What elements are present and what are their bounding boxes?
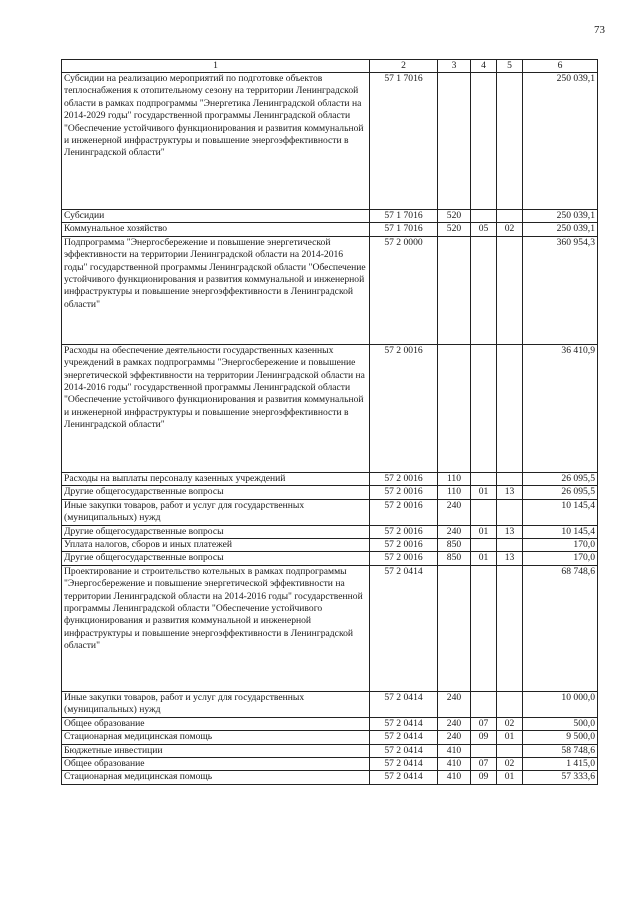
- row-amount: 26 095,5: [523, 472, 598, 485]
- row-rz: [471, 344, 497, 472]
- row-name: Другие общегосударственные вопросы: [62, 525, 370, 538]
- row-amount: 1 415,0: [523, 758, 598, 771]
- row-code: 57 2 0016: [370, 344, 438, 472]
- row-code: 57 1 7016: [370, 210, 438, 223]
- row-rz: [471, 236, 497, 344]
- header-cell-vr: 3: [438, 60, 471, 73]
- table-row: [62, 486, 598, 499]
- table-row: [62, 744, 598, 757]
- row-code: 57 2 0414: [370, 758, 438, 771]
- table-row: [62, 565, 598, 691]
- row-name: Стационарная медицинская помощь: [62, 771, 370, 784]
- row-rz: [471, 744, 497, 757]
- row-name: Расходы на обеспечение деятельности государственных казенных учреждений в рамках подпрограммы "Энергосбережение и повышение энергетической эффективности на территории Ленинградской области на 2014-2016 годы" государственной программы Ленинградской области "Обеспечение устойчивого функционирования и развития коммунальной и инженерной инфраструктуры и повышение энергоэффективности в Ленинградской области": [62, 344, 370, 472]
- table-row: [62, 525, 598, 538]
- row-name: Иные закупки товаров, работ и услуг для государственных (муниципальных) нужд: [62, 691, 370, 717]
- row-rz: [471, 472, 497, 485]
- row-name: Общее образование: [62, 717, 370, 730]
- row-vr: 240: [438, 731, 471, 744]
- table-row: [62, 731, 598, 744]
- row-amount: 500,0: [523, 717, 598, 730]
- row-rz: [471, 499, 497, 525]
- row-rz: [471, 73, 497, 210]
- table-row: [62, 552, 598, 565]
- row-rz: 05: [471, 223, 497, 236]
- row-rz: [471, 565, 497, 691]
- row-pr: 13: [497, 525, 523, 538]
- row-rz: [471, 691, 497, 717]
- row-name: Расходы на выплаты персоналу казенных учреждений: [62, 472, 370, 485]
- row-vr: 110: [438, 472, 471, 485]
- row-code: 57 1 7016: [370, 223, 438, 236]
- table-row: [62, 717, 598, 730]
- row-code: 57 2 0414: [370, 731, 438, 744]
- row-vr: 240: [438, 691, 471, 717]
- table-header-row: [62, 60, 598, 73]
- row-pr: [497, 499, 523, 525]
- row-code: 57 2 0414: [370, 771, 438, 784]
- table-row: [62, 691, 598, 717]
- row-rz: 01: [471, 552, 497, 565]
- row-vr: [438, 236, 471, 344]
- table-row: [62, 472, 598, 485]
- row-name: Другие общегосударственные вопросы: [62, 552, 370, 565]
- row-pr: 13: [497, 552, 523, 565]
- row-rz: [471, 539, 497, 552]
- row-amount: 9 500,0: [523, 731, 598, 744]
- row-pr: 01: [497, 731, 523, 744]
- page-number: 73: [594, 24, 605, 36]
- row-pr: [497, 236, 523, 344]
- row-amount: 10 145,4: [523, 499, 598, 525]
- header-cell-pr: 5: [497, 60, 523, 73]
- row-name: Общее образование: [62, 758, 370, 771]
- row-vr: 240: [438, 499, 471, 525]
- row-vr: 410: [438, 758, 471, 771]
- table-row: [62, 73, 598, 210]
- row-name: Коммунальное хозяйство: [62, 223, 370, 236]
- row-vr: 850: [438, 552, 471, 565]
- row-code: 57 2 0414: [370, 717, 438, 730]
- row-code: 57 2 0414: [370, 691, 438, 717]
- row-pr: [497, 344, 523, 472]
- row-code: 57 2 0016: [370, 499, 438, 525]
- row-name: Уплата налогов, сборов и иных платежей: [62, 539, 370, 552]
- row-pr: 02: [497, 223, 523, 236]
- table-row: [62, 210, 598, 223]
- row-rz: 07: [471, 717, 497, 730]
- row-amount: 57 333,6: [523, 771, 598, 784]
- row-amount: 10 000,0: [523, 691, 598, 717]
- budget-table: [61, 59, 598, 785]
- row-pr: [497, 691, 523, 717]
- row-vr: 410: [438, 744, 471, 757]
- row-rz: 09: [471, 771, 497, 784]
- row-vr: 520: [438, 210, 471, 223]
- row-rz: [471, 210, 497, 223]
- row-code: 57 2 0016: [370, 472, 438, 485]
- row-vr: 240: [438, 525, 471, 538]
- row-name: Бюджетные инвестиции: [62, 744, 370, 757]
- row-code: 57 2 0414: [370, 565, 438, 691]
- row-name: Проектирование и строительство котельных в рамках подпрограммы "Энергосбережение и повышение энергетической эффективности на территории Ленинградской области на 2014-2016 годы" государственной программы Ленинградской области "Обеспечение устойчивого функционирования и развития коммунальной и инженерной инфраструктуры и повышение энергоэффективности в Ленинградской области": [62, 565, 370, 691]
- row-name: Стационарная медицинская помощь: [62, 731, 370, 744]
- row-vr: [438, 73, 471, 210]
- row-amount: 170,0: [523, 552, 598, 565]
- row-name: Субсидии: [62, 210, 370, 223]
- table-row: [62, 539, 598, 552]
- row-code: 57 2 0000: [370, 236, 438, 344]
- row-amount: 26 095,5: [523, 486, 598, 499]
- row-amount: 250 039,1: [523, 223, 598, 236]
- row-pr: [497, 73, 523, 210]
- row-code: 57 2 0016: [370, 539, 438, 552]
- row-pr: [497, 744, 523, 757]
- row-code: 57 2 0016: [370, 552, 438, 565]
- row-vr: 240: [438, 717, 471, 730]
- row-code: 57 2 0016: [370, 486, 438, 499]
- table-row: [62, 771, 598, 784]
- header-cell-amount: 6: [523, 60, 598, 73]
- row-name: Субсидии на реализацию мероприятий по подготовке объектов теплоснабжения к отопительному сезону на территории Ленинградской области в рамках подпрограммы "Энергетика Ленинградской области на 2014-2029 годы" государственной программы Ленинградской области "Обеспечение устойчивого функционирования и развития коммунальной и инженерной инфраструктуры и повышение энергоэффективности в Ленинградской области": [62, 73, 370, 210]
- row-code: 57 2 0414: [370, 744, 438, 757]
- row-amount: 36 410,9: [523, 344, 598, 472]
- row-name: Подпрограмма "Энергосбережение и повышение энергетической эффективности на территории Ленинградской области на 2014-2016 годы" государственной программы Ленинградской области "Обеспечение устойчивого функционирования и развития коммунальной и инженерной инфраструктуры и повышение энергоэффективности в Ленинградской области": [62, 236, 370, 344]
- row-rz: 09: [471, 731, 497, 744]
- row-amount: 250 039,1: [523, 210, 598, 223]
- row-amount: 58 748,6: [523, 744, 598, 757]
- row-amount: 68 748,6: [523, 565, 598, 691]
- row-pr: 02: [497, 717, 523, 730]
- row-vr: 110: [438, 486, 471, 499]
- row-vr: [438, 344, 471, 472]
- row-pr: [497, 565, 523, 691]
- row-vr: [438, 565, 471, 691]
- row-code: 57 1 7016: [370, 73, 438, 210]
- table-row: [62, 344, 598, 472]
- row-rz: 07: [471, 758, 497, 771]
- row-amount: 250 039,1: [523, 73, 598, 210]
- header-cell-code: 2: [370, 60, 438, 73]
- row-amount: 360 954,3: [523, 236, 598, 344]
- row-vr: 410: [438, 771, 471, 784]
- row-pr: [497, 210, 523, 223]
- row-name: Иные закупки товаров, работ и услуг для государственных (муниципальных) нужд: [62, 499, 370, 525]
- row-pr: 01: [497, 771, 523, 784]
- row-amount: 10 145,4: [523, 525, 598, 538]
- table-row: [62, 236, 598, 344]
- row-code: 57 2 0016: [370, 525, 438, 538]
- row-rz: 01: [471, 525, 497, 538]
- row-pr: [497, 472, 523, 485]
- header-cell-name: 1: [62, 60, 370, 73]
- row-vr: 850: [438, 539, 471, 552]
- row-amount: 170,0: [523, 539, 598, 552]
- table-row: [62, 758, 598, 771]
- row-vr: 520: [438, 223, 471, 236]
- row-pr: 13: [497, 486, 523, 499]
- table-row: [62, 223, 598, 236]
- row-rz: 01: [471, 486, 497, 499]
- row-name: Другие общегосударственные вопросы: [62, 486, 370, 499]
- header-cell-rz: 4: [471, 60, 497, 73]
- row-pr: [497, 539, 523, 552]
- row-pr: 02: [497, 758, 523, 771]
- table-row: [62, 499, 598, 525]
